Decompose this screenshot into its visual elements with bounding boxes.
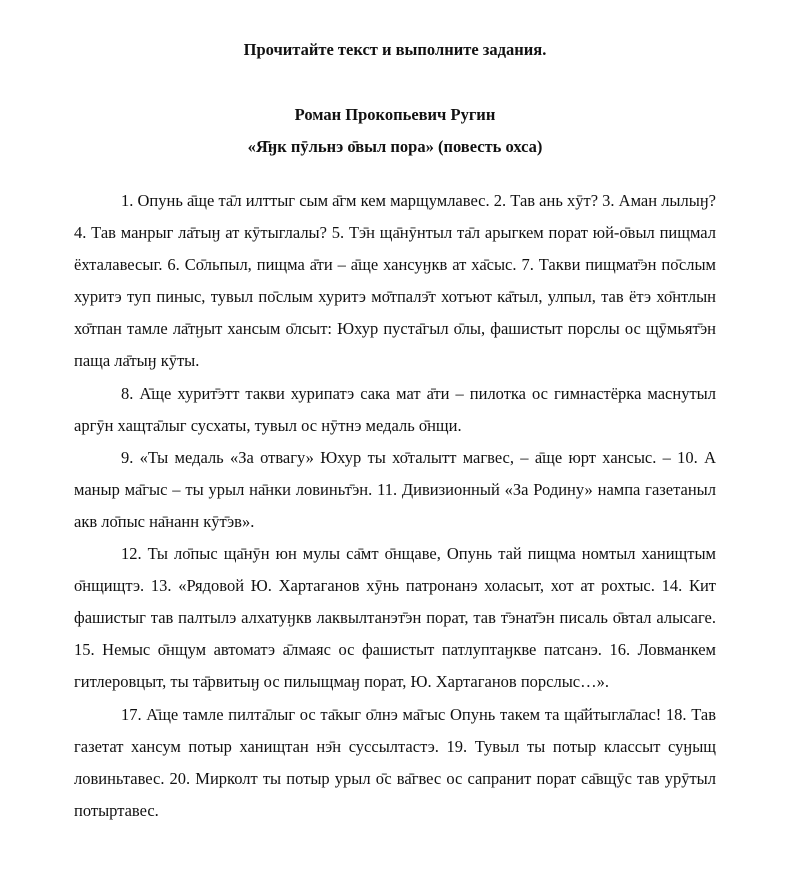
paragraph: 9. «Ты медаль «За отвагу» Юхур ты хо̄талытт магвес, – а̄ще юрт хансыс. – 10. А маныр ма̄гыс – ты урыл на̄нки ловиньт̄эн. 11. Дивизионный «За Родину» нампа газетаныл акв ло̄пыс на̄нанн кӯт̄эв». xyxy=(74,447,716,531)
paragraph: 1. Опунь а̄ще та̄л илттыг сым а̄гм кем марщумлавес. 2. Тав ань хӯт? 3. Аман лылыӈ? 4. Тав манрыг ла̄тыӈ ат кӯтыглалы? 5. Тэ̄н ща̄нӯнтыл та̄л арыгкем порат юй-о̄выл пищмал ёхталавесыг. 6. Со̄льпыл, пищма а̄ти – а̄ще хансуӈкв ат ха̄сыс. 7. Такви пищмат̄эн по̄слым хуритэ туп пиныс, тувыл по̄слым хуритэ мо̄тпалэ̄т хотъют ка̄тыл, улпыл, тав ётэ хо̄нтлын хо̄тпан тамле ла̄тӈыт хансым о̄лсыт: Юхур пуста̄гыл о̄лы, фашистыт порслы ос щӯмьят̄эн паща ла̄тыӈ кӯты. xyxy=(74,191,716,371)
task-heading: Прочитайте текст и выполните задания. xyxy=(243,40,547,59)
paragraph: 17. А̄ще тамле пилта̄лыг ос та̄кыг о̄лнэ ма̄гыс Опунь такем та ща̄йтыгла̄лас! 18. Тав газетат хансум потыр ханищтан нэ̄н суссылтастэ. 19. Тувыл ты потыр классыт суӈыщ ловиньтавес. 20. Мирколт ты потыр урыл о̄с ва̄гвес ос сапранит порат са̄вщӯс тав урӯтыл потыртавес. xyxy=(74,704,716,820)
text-body xyxy=(74,185,716,827)
work-title: «Я̄ӈк пӯльнэ о̄выл пора» (повесть охса) xyxy=(247,137,543,156)
paragraph: 12. Ты ло̄пыс ща̄нӯн юн мулы са̄мт о̄нщаве, Опунь тай пищма номтыл ханищтым о̄нщищтэ. 13. «Рядовой Ю. Хартаганов хӯнь патронанэ холасыт, хот ат рохтыс. 14. Кит фашистыг тав палтылэ алхатуӈкв лаквылтанэт̄эн порат, тав т̄энат̄эн писаль о̄втал алысаге. 15. Немыс о̄нщум автоматэ а̄лмаяс ос фашистыт патлуптаӈкве патсанэ. 16. Ловманкем гитлеровцыт, ты та̄рвитыӈ ос пилыщмаӈ порат, Ю. Хартаганов порслыс…». xyxy=(74,544,716,692)
paragraph: 8. А̄ще хурит̄этт такви хурипатэ сака мат а̄ти – пилотка ос гимнастёрка маснутыл аргӯн хащта̄лыг сусхаты, тувыл ос нӯтнэ медаль о̄нщи. xyxy=(74,383,716,435)
author-name: Роман Прокопьевич Ругин xyxy=(294,105,496,124)
